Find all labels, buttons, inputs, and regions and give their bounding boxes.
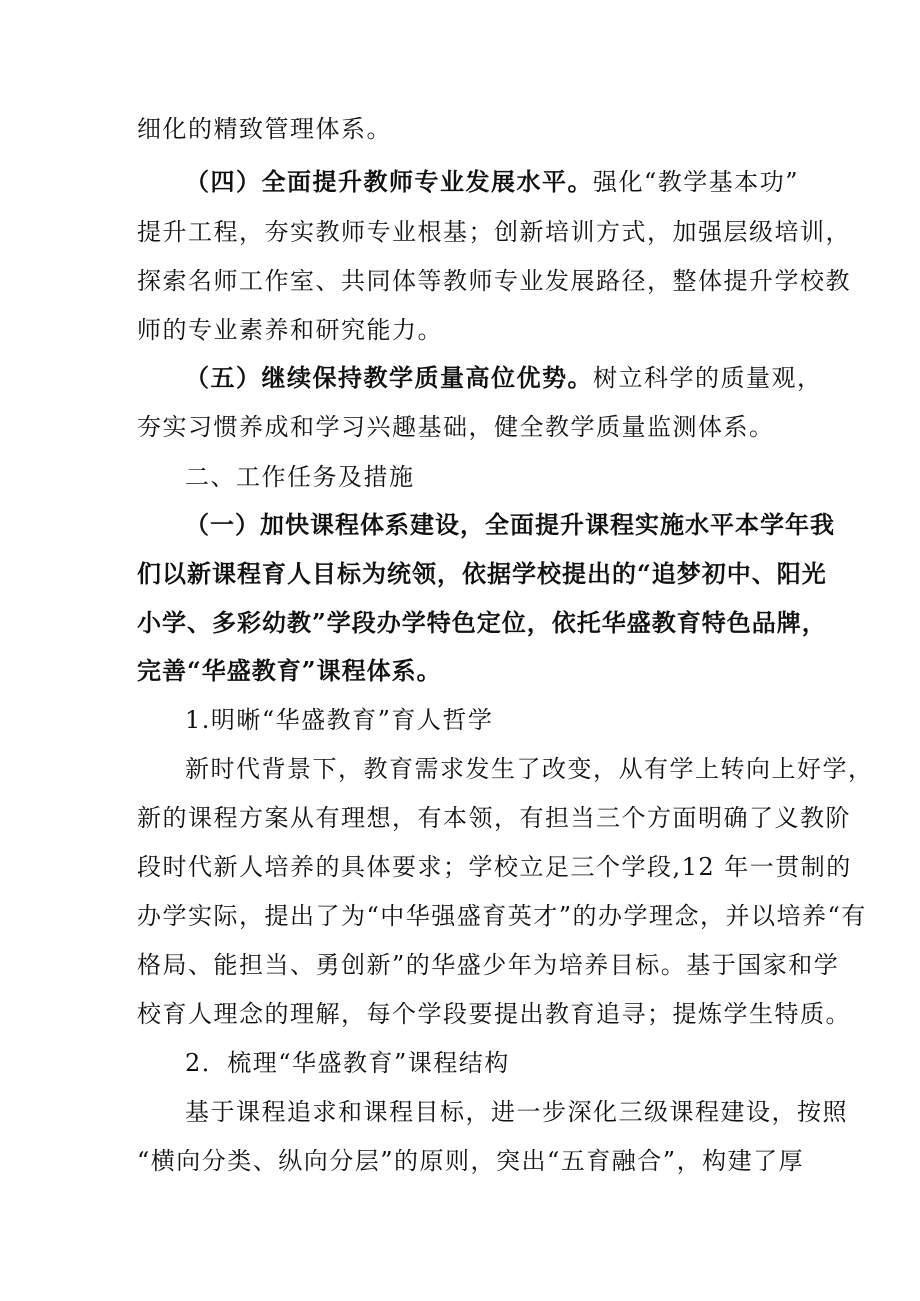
text-line: 办学实际，提出了为“中华强盛育英才”的办学理念，并以培养“有 (137, 902, 867, 930)
subsection-title: 2．梳理“华盛教育”课程结构 (185, 1049, 510, 1077)
text-line: 校育人理念的理解，每个学段要提出教育追寻；提炼学生特质。 (137, 1000, 851, 1028)
text-line: 提升工程，夯实教师专业根基；创新培训方式，加强层级培训， (137, 218, 851, 246)
text-span: 树立科学的质量观， (593, 364, 823, 392)
bold-paragraph-line: （一）加快课程体系建设，全面提升课程实施水平本学年我 (185, 510, 835, 539)
text-span: 强化“教学基本功” (593, 168, 800, 196)
subsection-title: 1.明晰“华盛教育”育人哲学 (185, 706, 494, 734)
text-line: 基于课程追求和课程目标，进一步深化三级课程建设，按照 (185, 1098, 848, 1126)
text-line (185, 363, 823, 393)
text-line: 细化的精致管理体系。 (137, 115, 392, 143)
section-title: 二、工作任务及措施 (185, 463, 415, 491)
text-line: 师的专业素养和研究能力。 (137, 316, 443, 344)
section-heading: （四）全面提升教师专业发展水平。 (185, 167, 593, 196)
text-line (185, 167, 800, 197)
text-line: 格局、能担当、勇创新”的华盛少年为培养目标。基于国家和学 (137, 951, 840, 979)
bold-paragraph-line: 小学、多彩幼教”学段办学特色定位，依托华盛教育特色品牌， (137, 608, 827, 637)
text-line: 新的课程方案从有理想，有本领，有担当三个方面明确了义教阶 (137, 804, 851, 832)
text-line: 夯实习惯养成和学习兴趣基础，健全教学质量监测体系。 (137, 413, 775, 441)
text-line: 新时代背景下，教育需求发生了改变，从有学上转向上好学， (185, 755, 874, 783)
bold-paragraph-line: 们以新课程育人目标为统领，依据学校提出的“追梦初中、阳光 (137, 559, 827, 588)
section-heading: （五）继续保持教学质量高位优势。 (185, 363, 593, 392)
text-line: 段时代新人培养的具体要求；学校立足三个学段,12 年一贯制的 (137, 853, 852, 881)
text-line: 探索名师工作室、共同体等教师专业发展路径，整体提升学校教 (137, 267, 851, 295)
text-line: “横向分类、纵向分层”的原则，突出“五育融合”，构建了厚 (137, 1147, 805, 1175)
bold-paragraph-line: 完善“华盛教育”课程体系。 (137, 656, 442, 685)
